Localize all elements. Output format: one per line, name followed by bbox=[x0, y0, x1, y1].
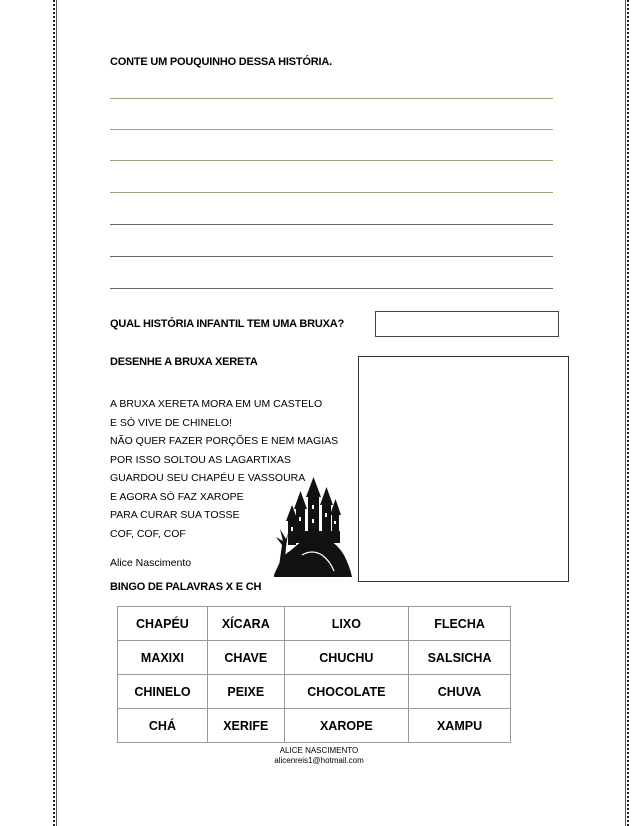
writing-line[interactable] bbox=[110, 288, 553, 289]
writing-line[interactable] bbox=[110, 160, 553, 161]
poem-line: E SÓ VIVE DE CHINELO! bbox=[110, 416, 232, 429]
table-row bbox=[118, 607, 511, 641]
bingo-cell: CHUCHU bbox=[284, 641, 408, 675]
poem-line: COF, COF, COF bbox=[110, 527, 186, 540]
castle-illustration bbox=[272, 475, 352, 580]
poem-line: GUARDOU SEU CHAPÉU E VASSOURA bbox=[110, 472, 306, 484]
bingo-cell: PEIXE bbox=[207, 675, 284, 709]
bingo-cell: CHÁ bbox=[118, 709, 208, 743]
writing-line[interactable] bbox=[110, 98, 553, 99]
footer-email: alicenreis1@hotmail.com bbox=[274, 756, 364, 765]
bingo-cell: FLECHA bbox=[409, 607, 511, 641]
witch-story-question: QUAL HISTÓRIA INFANTIL TEM UMA BRUXA? bbox=[110, 318, 344, 330]
bingo-cell: SALSICHA bbox=[409, 641, 511, 675]
bingo-cell: XAROPE bbox=[284, 709, 408, 743]
bingo-cell: XÍCARA bbox=[207, 607, 284, 641]
bingo-title: BINGO DE PALAVRAS X E CH bbox=[110, 581, 262, 593]
bingo-cell: CHAPÉU bbox=[118, 607, 208, 641]
writing-line[interactable] bbox=[110, 129, 553, 130]
answer-box[interactable] bbox=[375, 311, 559, 337]
draw-witch-heading: DESENHE A BRUXA XERETA bbox=[110, 356, 258, 368]
table-row bbox=[118, 675, 511, 709]
poem-line: A BRUXA XERETA MORA EM UM CASTELO bbox=[110, 398, 323, 410]
poem-author: Alice Nascimento bbox=[110, 557, 192, 569]
bingo-cell: LIXO bbox=[284, 607, 408, 641]
bingo-cell: MAXIXI bbox=[118, 641, 208, 675]
poem-line: POR ISSO SOLTOU AS LAGARTIXAS bbox=[110, 453, 291, 466]
poem-line: NÃO QUER FAZER PORÇÕES E NEM MAGIAS bbox=[110, 435, 339, 447]
bingo-cell: CHOCOLATE bbox=[284, 675, 408, 709]
story-prompt-heading: CONTE UM POUQUINHO DESSA HISTÓRIA. bbox=[110, 56, 332, 68]
bingo-cell: XERIFE bbox=[207, 709, 284, 743]
writing-line[interactable] bbox=[110, 256, 553, 257]
bingo-cell: CHINELO bbox=[118, 675, 208, 709]
bingo-cell: XAMPU bbox=[409, 709, 511, 743]
footer-name: ALICE NASCIMENTO bbox=[279, 746, 359, 755]
writing-line[interactable] bbox=[110, 192, 553, 193]
writing-line[interactable] bbox=[110, 224, 553, 225]
bingo-cell: CHUVA bbox=[409, 675, 511, 709]
drawing-box[interactable] bbox=[358, 356, 569, 582]
table-row bbox=[118, 709, 511, 743]
poem-line: PARA CURAR SUA TOSSE bbox=[110, 509, 240, 521]
table-row bbox=[118, 641, 511, 675]
bingo-cell: CHAVE bbox=[207, 641, 284, 675]
bingo-table bbox=[117, 606, 511, 743]
poem-line: E AGORA SÓ FAZ XAROPE bbox=[110, 490, 244, 503]
